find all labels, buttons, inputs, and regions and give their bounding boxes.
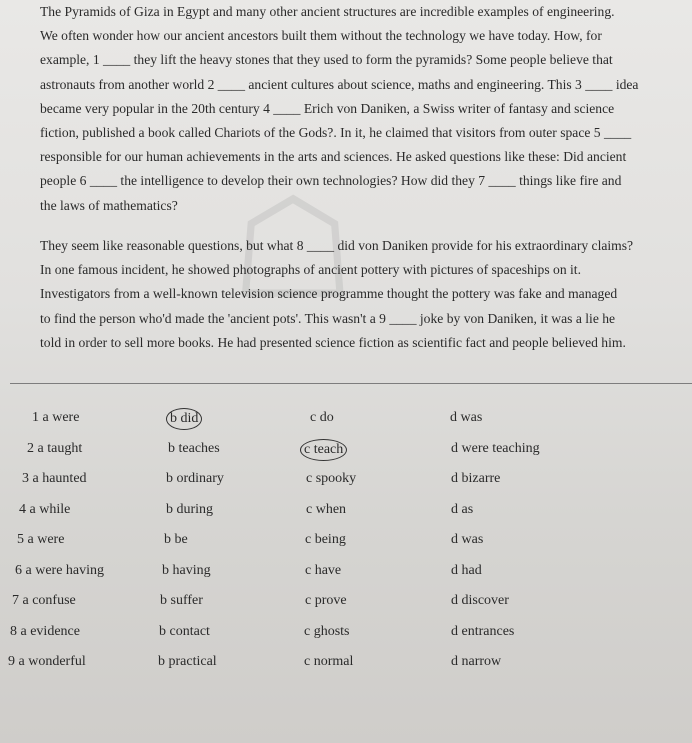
option-a[interactable]: 6 a were having: [15, 562, 105, 578]
question-row-7: [0, 587, 692, 618]
question-row-3: [0, 465, 692, 496]
option-d[interactable]: d as: [451, 501, 474, 517]
option-a[interactable]: 3 a haunted: [22, 471, 87, 486]
circled-answer: c teach: [300, 439, 347, 461]
option-d[interactable]: d was: [451, 532, 484, 547]
passage-line: became very popular in the 20th century 4 ____ Erich von Daniken, a Swiss writer of fantasy and science: [40, 100, 615, 116]
passage-line: to find the person who'd made the 'ancient pots'. This wasn't a 9 ____ joke by von Daniken, it was a lie he: [40, 310, 616, 326]
passage-paragraph-2: [40, 234, 680, 355]
option-c[interactable]: c do: [310, 410, 334, 425]
option-d[interactable]: d had: [451, 562, 482, 578]
passage-line: Investigators from a well-known television science programme thought the pottery was fake and managed: [40, 286, 618, 302]
option-c[interactable]: c ghosts: [304, 623, 350, 639]
option-d[interactable]: d was: [450, 410, 483, 425]
option-c[interactable]: c have: [305, 562, 342, 578]
passage-line: In one famous incident, he showed photographs of ancient pottery with pictures of spaceships on it.: [40, 262, 581, 278]
question-row-9: [0, 648, 692, 679]
passage-line: They seem like reasonable questions, but what 8 ____ did von Daniken provide for his extraordinary claims?: [40, 238, 634, 253]
option-c[interactable]: c when: [306, 501, 347, 517]
option-b[interactable]: b teaches: [168, 440, 220, 456]
option-b[interactable]: b be: [164, 532, 188, 547]
option-d[interactable]: d entrances: [451, 623, 515, 639]
option-b[interactable]: b practical: [158, 654, 217, 669]
question-row-5: [0, 526, 692, 557]
passage-line: the laws of mathematics?: [40, 197, 178, 213]
option-c[interactable]: c normal: [304, 654, 354, 669]
option-c[interactable]: [304, 439, 347, 461]
option-d[interactable]: d were teaching: [451, 440, 540, 456]
option-b[interactable]: [170, 408, 202, 430]
passage-paragraph-1: [40, 0, 680, 218]
option-a[interactable]: 9 a wonderful: [8, 654, 86, 669]
option-a[interactable]: 4 a while: [19, 501, 71, 517]
passage-line: astronauts from another world 2 ____ ancient cultures about science, maths and engineering. This 3 ____ idea: [40, 76, 639, 92]
option-b[interactable]: b having: [162, 562, 211, 578]
answer-options: [0, 404, 692, 679]
passage-line: people 6 ____ the intelligence to develop their own technologies? How did they 7 ____ things like fire and: [40, 173, 622, 189]
option-d[interactable]: d discover: [451, 593, 509, 608]
passage-line: fiction, published a book called Chariots of the Gods?. In it, he claimed that visitors from outer space 5 ____: [40, 125, 632, 141]
option-b[interactable]: b during: [166, 501, 214, 517]
option-b[interactable]: b suffer: [160, 593, 203, 608]
question-row-2: [0, 435, 692, 466]
passage-line: example, 1 ____ they lift the heavy stones that they used to form the pyramids? Some people believe that: [40, 52, 613, 68]
passage-line: The Pyramids of Giza in Egypt and many other ancient structures are incredible examples of engineering.: [40, 4, 615, 19]
passage-line: We often wonder how our ancient ancestors built them without the technology we have today. How, for: [40, 28, 602, 44]
option-b[interactable]: b contact: [159, 623, 210, 639]
section-divider: [10, 383, 692, 384]
passage-line: told in order to sell more books. He had presented science fiction as scientific fact and people believed him.: [40, 334, 626, 350]
option-a[interactable]: 2 a taught: [27, 440, 83, 456]
option-d[interactable]: d narrow: [451, 654, 502, 669]
option-c[interactable]: c being: [305, 532, 346, 547]
question-row-4: [0, 496, 692, 527]
question-row-8: [0, 618, 692, 649]
question-row-1: [0, 404, 692, 435]
option-a[interactable]: 5 a were: [17, 532, 65, 547]
watermark-logo: ☖: [230, 168, 356, 331]
option-a[interactable]: 1 a were: [32, 410, 80, 425]
option-c[interactable]: c prove: [305, 593, 347, 608]
passage-line: responsible for our human achievements in the arts and sciences. He asked questions like these: Did ancient: [40, 149, 627, 165]
option-a[interactable]: 8 a evidence: [10, 623, 80, 639]
circled-answer: b did: [166, 408, 202, 430]
question-row-6: [0, 557, 692, 588]
option-a[interactable]: 7 a confuse: [12, 593, 76, 608]
option-c[interactable]: c spooky: [306, 471, 357, 486]
option-d[interactable]: d bizarre: [451, 471, 501, 486]
option-b[interactable]: b ordinary: [166, 471, 224, 486]
